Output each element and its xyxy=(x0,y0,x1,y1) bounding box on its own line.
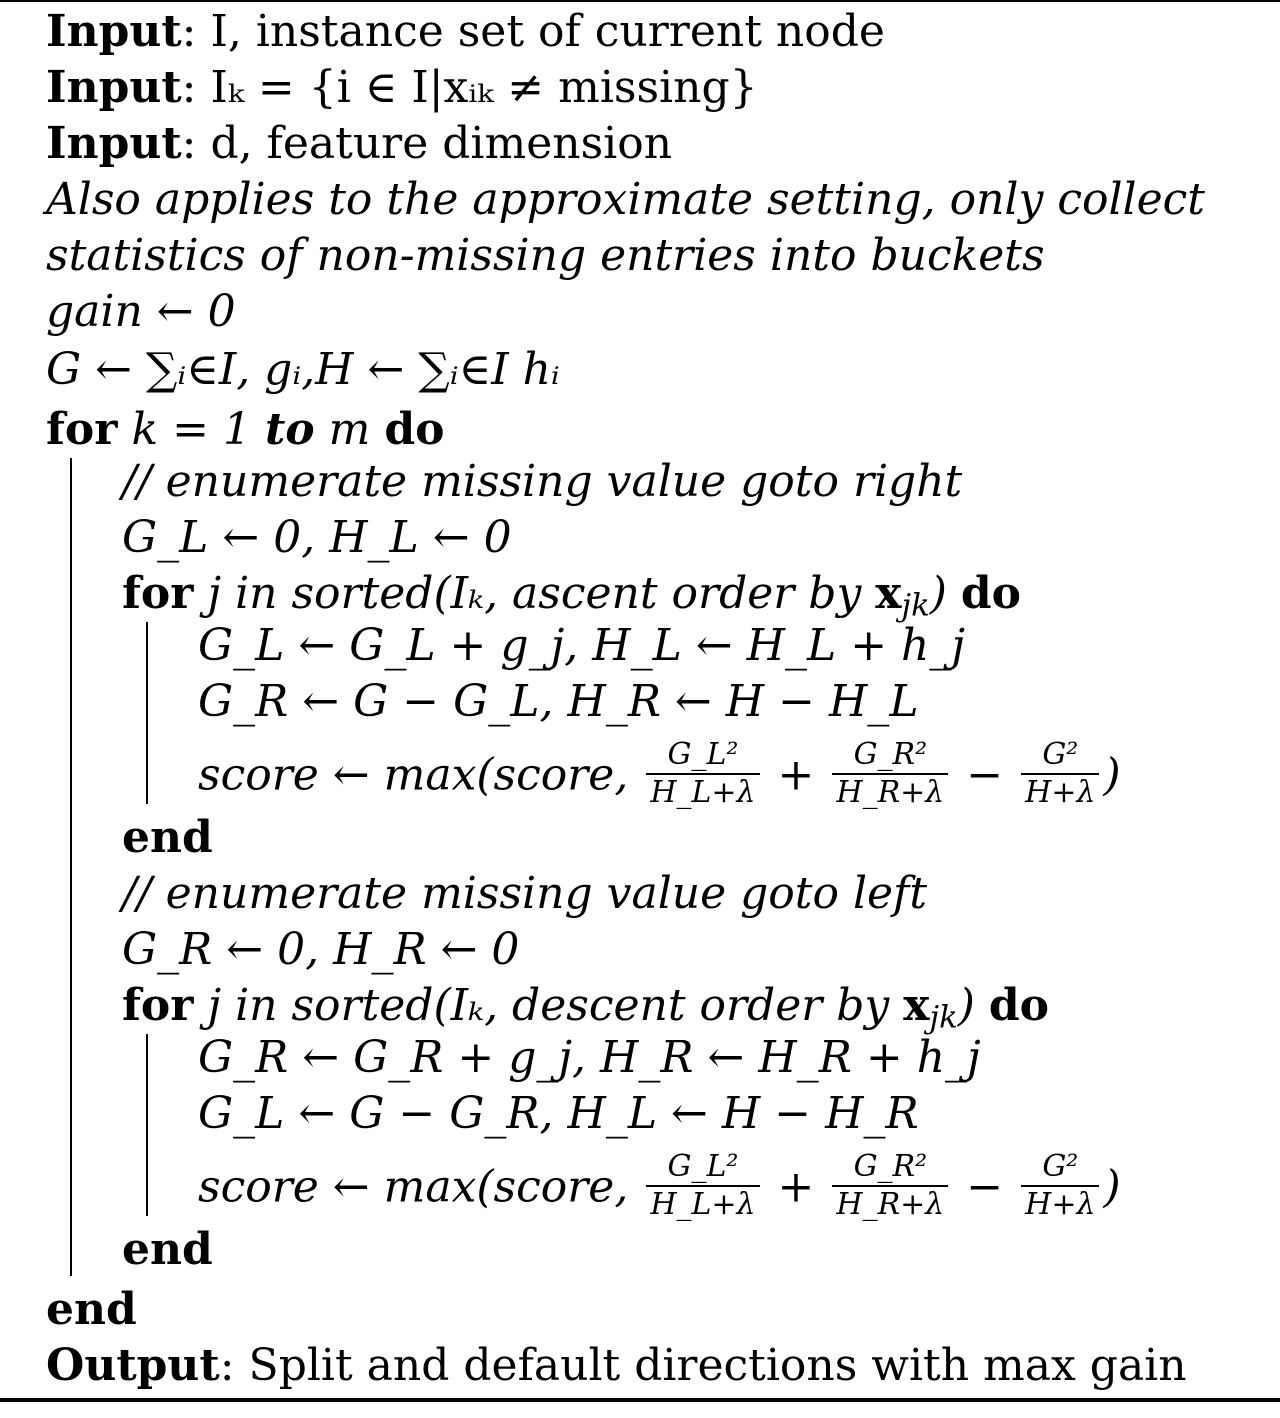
total-fraction xyxy=(1021,737,1099,810)
top-rule xyxy=(0,0,1280,2)
left-body-line-1: G_R ← G_R + g_j, H_R ← H_R + h_j xyxy=(198,1032,981,1083)
outer-end: end xyxy=(46,1284,137,1335)
plus-sign: + xyxy=(763,1161,829,1213)
input-keyword: Input xyxy=(46,62,182,113)
minus-sign: − xyxy=(952,1161,1018,1213)
left-denominator: H_L+λ xyxy=(646,773,759,808)
minus-sign: − xyxy=(952,749,1018,801)
output-keyword: Output xyxy=(46,1340,220,1391)
output-text: : Split and default directions with max gain xyxy=(219,1340,1187,1391)
input-line-2 xyxy=(46,62,758,113)
close-paren: ) xyxy=(1103,749,1121,801)
right-body-line-1: G_L ← G_L + g_j, H_L ← H_L + h_j xyxy=(198,620,966,671)
right-fraction xyxy=(832,1149,948,1222)
comment-line-2: statistics of non-missing entries into buckets xyxy=(46,230,1045,281)
total-numerator: G² xyxy=(1042,737,1079,772)
x-subscript: jk xyxy=(929,999,958,1036)
bottom-rule xyxy=(0,1398,1280,1402)
right-pass-for-line xyxy=(122,568,1022,624)
right-numerator: G_R² xyxy=(853,1149,928,1184)
left-fraction xyxy=(646,737,759,810)
left-fraction xyxy=(646,1149,759,1222)
x-vector: x xyxy=(903,980,930,1031)
input-keyword: Input xyxy=(46,118,182,169)
for-close: ) xyxy=(957,980,989,1031)
for-close: ) xyxy=(929,568,961,619)
right-numerator: G_R² xyxy=(853,737,928,772)
left-numerator: G_L² xyxy=(667,1149,739,1184)
outer-for-line xyxy=(46,404,445,455)
x-subscript: jk xyxy=(901,587,930,624)
total-denominator: H+λ xyxy=(1021,1185,1099,1220)
init-sums: G ← ∑ᵢ∈I, gᵢ,H ← ∑ᵢ∈I hᵢ xyxy=(46,344,560,395)
output-line xyxy=(46,1340,1187,1391)
do-keyword: do xyxy=(384,404,445,455)
right-pass-init: G_L ← 0, H_L ← 0 xyxy=(122,512,512,563)
input-text: : d, feature dimension xyxy=(181,118,673,169)
right-denominator: H_R+λ xyxy=(832,1185,948,1220)
left-pass-comment: // enumerate missing value goto left xyxy=(122,868,928,919)
left-end: end xyxy=(122,1224,213,1275)
left-inner-scope-bar xyxy=(146,1034,148,1216)
init-gain: gain ← 0 xyxy=(46,286,236,337)
right-fraction xyxy=(832,737,948,810)
input-text: : Iₖ = {i ∈ I|xᵢₖ ≠ missing} xyxy=(181,62,758,113)
comment-line-1: Also applies to the approximate setting, only collect xyxy=(46,174,1205,225)
do-keyword: do xyxy=(988,980,1050,1031)
for-keyword: for xyxy=(46,404,118,455)
right-pass-comment: // enumerate missing value goto right xyxy=(122,456,963,507)
close-paren: ) xyxy=(1103,1161,1121,1213)
right-denominator: H_R+λ xyxy=(832,773,948,808)
total-numerator: G² xyxy=(1042,1149,1079,1184)
score-prefix: score ← max(score, xyxy=(198,749,643,801)
left-denominator: H_L+λ xyxy=(646,1185,759,1220)
plus-sign: + xyxy=(763,749,829,801)
input-text: : I, instance set of current node xyxy=(181,6,885,57)
total-fraction xyxy=(1021,1149,1099,1222)
right-end: end xyxy=(122,812,213,863)
input-line-3 xyxy=(46,118,673,169)
for-keyword: for xyxy=(122,568,194,619)
outer-scope-bar xyxy=(70,458,72,1276)
for-condition: j in sorted(Iₖ, ascent order by xyxy=(193,568,876,619)
left-score-line xyxy=(198,1149,1121,1224)
score-prefix: score ← max(score, xyxy=(198,1161,643,1213)
right-inner-scope-bar xyxy=(146,622,148,804)
total-denominator: H+λ xyxy=(1021,773,1099,808)
loop-range: k = 1 xyxy=(117,404,265,455)
input-line-1 xyxy=(46,6,885,57)
x-vector: x xyxy=(875,568,902,619)
input-keyword: Input xyxy=(46,6,182,57)
right-body-line-2: G_R ← G − G_L, H_R ← H − H_L xyxy=(198,676,919,727)
left-pass-init: G_R ← 0, H_R ← 0 xyxy=(122,924,520,975)
left-body-line-2: G_L ← G − G_R, H_L ← H − H_R xyxy=(198,1088,919,1139)
for-condition: j in sorted(Iₖ, descent order by xyxy=(193,980,904,1031)
left-numerator: G_L² xyxy=(667,737,739,772)
to-keyword: to xyxy=(264,404,315,455)
loop-bound: m xyxy=(314,404,385,455)
right-score-line xyxy=(198,737,1121,812)
do-keyword: do xyxy=(960,568,1022,619)
left-pass-for-line xyxy=(122,980,1050,1036)
for-keyword: for xyxy=(122,980,194,1031)
